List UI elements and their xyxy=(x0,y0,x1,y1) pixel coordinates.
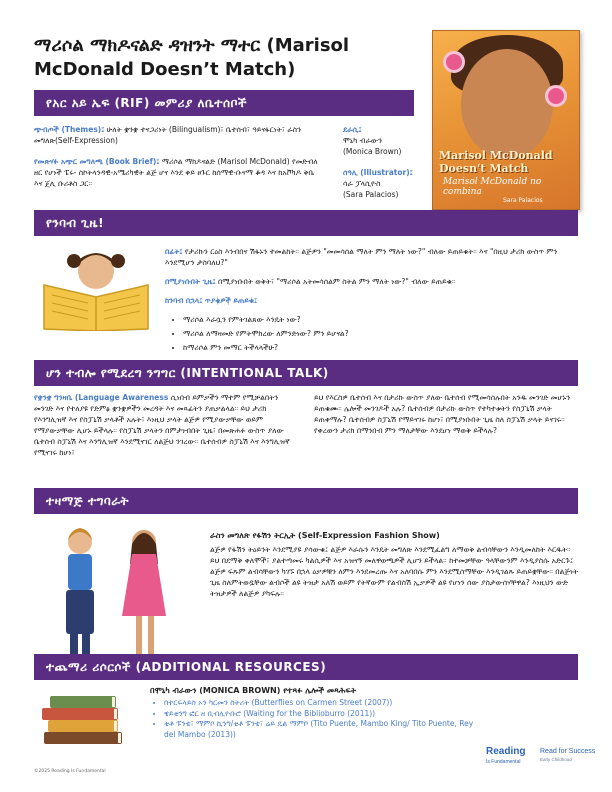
flower-icon xyxy=(443,51,465,73)
list-item[interactable]: • ዌይቲንግ ፎር ዘ ቢብሊዮቡሮ (Waiting for the Biblioburro (2011)) xyxy=(164,709,480,720)
after-label: ከንባብ በኋላ፤ ጥያቄዎች ይጠይቁ፤ xyxy=(165,296,258,305)
section-band-guide: የአር አይ ኤፍ (RIF) መምሪያ ለቤተሰቦች xyxy=(34,90,414,116)
intro-left xyxy=(34,124,324,199)
list-item: • ማሪሶል እራሷን የምትገልጸው እንዴት ነው? xyxy=(183,314,575,325)
during-label: በሚያነቡበት ጊዜ፤ xyxy=(165,277,216,286)
activity-text: ልጅዎ የፋሽን ትዕይንት እንደሚያዩ ያሳውቁ፤ ልጅዎ እራሱን እንዴት መግለጽ እንደሚፈልግ ለማወቅ ልብሳቸውን እንዲመለከት እርዱት። ይህ በደማቅ ቀለሞች፣ ያልተጣመሩ ካልሲዎች እና አዝናኝ መለዋወጫዎች ሊሆን ይችላል። ከተመቻቸው ዓላቸውንም እንዲያስሱ አድርጉ፤ ልጅዎ ፍጹም ልብሳቸውን ካገኙ በኋላ ዕቃዎቹን ለምን እንደመረጡ እና አለባበሱ ምን እንደሚሰማቸው እንዲገልጹ ይጠይቋቸው። በልጅነት ጊዜ ስለምትወዷቸው ልብሶች ልዩ ትዝታ አለሽ ወይም የትኛውም የልብስሽ ኢቃዎች ልዩ የሆነን ሰው ያስታውሰሃቸዋል? እነዚህን ውድ ትዝታዎች ለልጅዎ ያካፍሉ። xyxy=(210,545,579,598)
reading-steps xyxy=(165,246,575,356)
book-brief xyxy=(34,156,324,189)
section-band-reading: የንባብ ጊዜ! xyxy=(34,210,578,236)
illustrator-block xyxy=(343,167,427,200)
section-band-resources: ተጨማሪ ሪሶርሶች (ADDITIONAL RESOURCES) xyxy=(34,654,578,680)
author-name-en: (Monica Brown) xyxy=(343,147,402,156)
section-band-talk: ሆን ተብሎ የሚደረግ ንግግር (INTENTIONAL TALK) xyxy=(34,360,578,386)
reading-child-icon xyxy=(36,245,156,331)
talk-label: የቋንቋ ግንዛቤ (Language Awareness xyxy=(34,393,169,402)
during-reading xyxy=(165,276,575,287)
illustrator-name: ሳራ ፓላሲዮስ xyxy=(343,179,381,188)
rfs-logo-text: Read for Success xyxy=(540,748,596,755)
book-stack-icon xyxy=(38,688,128,748)
themes-label: ጭብጦች (Themes)፤ xyxy=(34,125,105,134)
cover-author: Sara Palacios xyxy=(503,197,543,204)
before-reading xyxy=(165,246,575,268)
rif-logo-sub: Is Fundamental xyxy=(486,759,521,765)
talk-left xyxy=(34,392,296,458)
brief-text: ማሪሶል ማክዶናልድ (Marisol McDonald) የመድብለ ዘር የሆነች ፔሩ- ስኮትላንዳዊ-አሜሪካዊት ልጅ ሆና እንደ ቀይ ፀጉር ከሰማዊ-ቡናማ ቆዳ እና ከአቮካዶ ቅቤ እና ጄሊ ቡሪቶስ ጋር። xyxy=(34,157,318,188)
activity xyxy=(210,530,578,599)
during-text: በሚያነቡበት ወቅት፣ "ማሪሶል አትመሳሰልም ስትል ምን ማለት ነው?" ብለው ይጠይቁ። xyxy=(217,277,456,286)
illustrator-name-en: (Sara Palacios) xyxy=(343,190,399,199)
rfs-logo xyxy=(540,748,595,764)
cover-title: Marisol McDonald Doesn't Match xyxy=(439,149,553,175)
copyright: ©2025 Reading Is Fundamental xyxy=(34,769,106,774)
talk-left-text: ሲነበብ ይምቃችን ማተም የሚቻልበትን መንገድ እና የተለያዩ የድምፅ ቋንቋዎችን መረዳት እና መጻፊትን ያጠቃልላል። ይህ ታሪክ የእንግሊዝኛ እና የስፓኒሽ ቃላቶች አሉት፣ እነዚህ ቃላት ልጅዎ የሚያውቃቸው ወይም የማያውቃቸው ሊሆኑ ይችላሉ። የስፓኒሽ ቃላትን በምታነብበት ጊዜ፣ በመጽሐፉ ውስጥ ያለው ቤተሰብ ስፓኒሽ እና እንግሊዝኛ እንደሚናገር ለልጅህ ንገረው። ቤተሰብዎ ስፓኒሽ እና እንግሊዝኛ የሚናገሩ ከሆነ፣ xyxy=(34,393,290,457)
activity-title: ራስን መግለጽ የፋሽን ትርኢት (Self-Expression Fashion Show) xyxy=(210,531,440,540)
list-item: • ማሪሶል ለማዛመድ የምትሞክረው ለምንድነው? ምን ይሆናል? xyxy=(183,328,575,339)
rfs-logo-sub: Early Childhood xyxy=(540,757,572,762)
book-cover xyxy=(432,30,580,210)
author-block xyxy=(343,124,427,157)
intro-right xyxy=(343,124,427,210)
illustrator-label: ሰዓሊ (Illustrator)፤ xyxy=(343,168,413,177)
page-title: ማሪሶል ማክዶናልድ ዳዝንት ማተር (Marisol McDonald Doesn’t Match) xyxy=(34,35,350,80)
resources xyxy=(150,686,480,740)
rif-logo-text: Reading xyxy=(486,746,526,757)
question-list xyxy=(183,314,575,353)
before-label: በፊት፤ xyxy=(165,247,183,256)
author-name: ሞኒካ ብራውን xyxy=(343,136,383,145)
list-item[interactable]: • በተርፍላይስ ኦን ካርመን ስትሪት (Butterflies on Carmen Street (2007)) xyxy=(164,698,480,709)
talk-right: ይህ የእርስዎ ቤተሰብ እና በታሪኩ ውስጥ ያለው ቤተሰብ የሚመሳሰሉበት አንዱ መንገድ መሆኑን ይጠቁሙ። ሌሎች መንገዶች አሉ? ቤተሰብዎ በታሪኩ ውስጥ የተካተቱትን የስፓኒሽ ቃላት ይጠቀማሉ? ቤተሰብዎ ስፓኒሽ የማይናገሩ ከሆነ፣ በሚያነቡበት ጊዜ ስለ ስፓኒሽ ቃላት ይናገሩ። የቀረውን ታሪክ በማንበብ ምን ማለታቸው እንደሆነ ማወቅ ይችላሉ? xyxy=(314,393,571,435)
resource-list xyxy=(164,698,480,740)
flower-icon xyxy=(545,85,567,107)
before-text: የታሪኩን ርዕስ እንብበና ሽፋኑን ተመልከት። ልጅዎን "መመሳሰል ማለት ምን ማለት ነው?" ብለው ይጠይቁት። እና "በዚህ ታሪክ ውስጥ ምን እንደሚሆን ታስባለህ?" xyxy=(165,247,558,267)
cover-face xyxy=(461,49,553,159)
rif-logo xyxy=(486,747,525,767)
cover-subtitle: Marisol McDonald no combina xyxy=(443,177,542,197)
themes xyxy=(34,124,324,146)
after-reading xyxy=(165,295,575,306)
themes-text: ሁለት ቋንቋ ተናጋሪነት (Bilingualism)፣ ቤተሰብ፣ ዓይናፋርነት፣ ራስን መግለጽ(Self-Expression) xyxy=(34,125,301,145)
author-label: ደራሲ፤ xyxy=(343,125,362,134)
list-item[interactable]: • ቲቶ ፑንቴ፣ ማምቦ ኪንግ/ቲቶ ፑንቴ፣ ሬይ ዴል ማምቦ (Tito Puente, Mambo King/ Tito Puente, Rey del Mambo (2013)) xyxy=(164,719,480,740)
resources-heading: በሞኒካ ብራውን (MONICA BROWN) የተጻፉ ሌሎች መጻሕፍት xyxy=(150,686,357,695)
list-item: • ከማሪሶል ምን መማር ትችላላችሁ? xyxy=(183,342,575,353)
section-band-activities: ተዛማጅ ተግባራት xyxy=(34,488,578,514)
brief-label: የመጽሃፉ አጭር መግለጫ (Book Brief)፤ xyxy=(34,157,160,166)
